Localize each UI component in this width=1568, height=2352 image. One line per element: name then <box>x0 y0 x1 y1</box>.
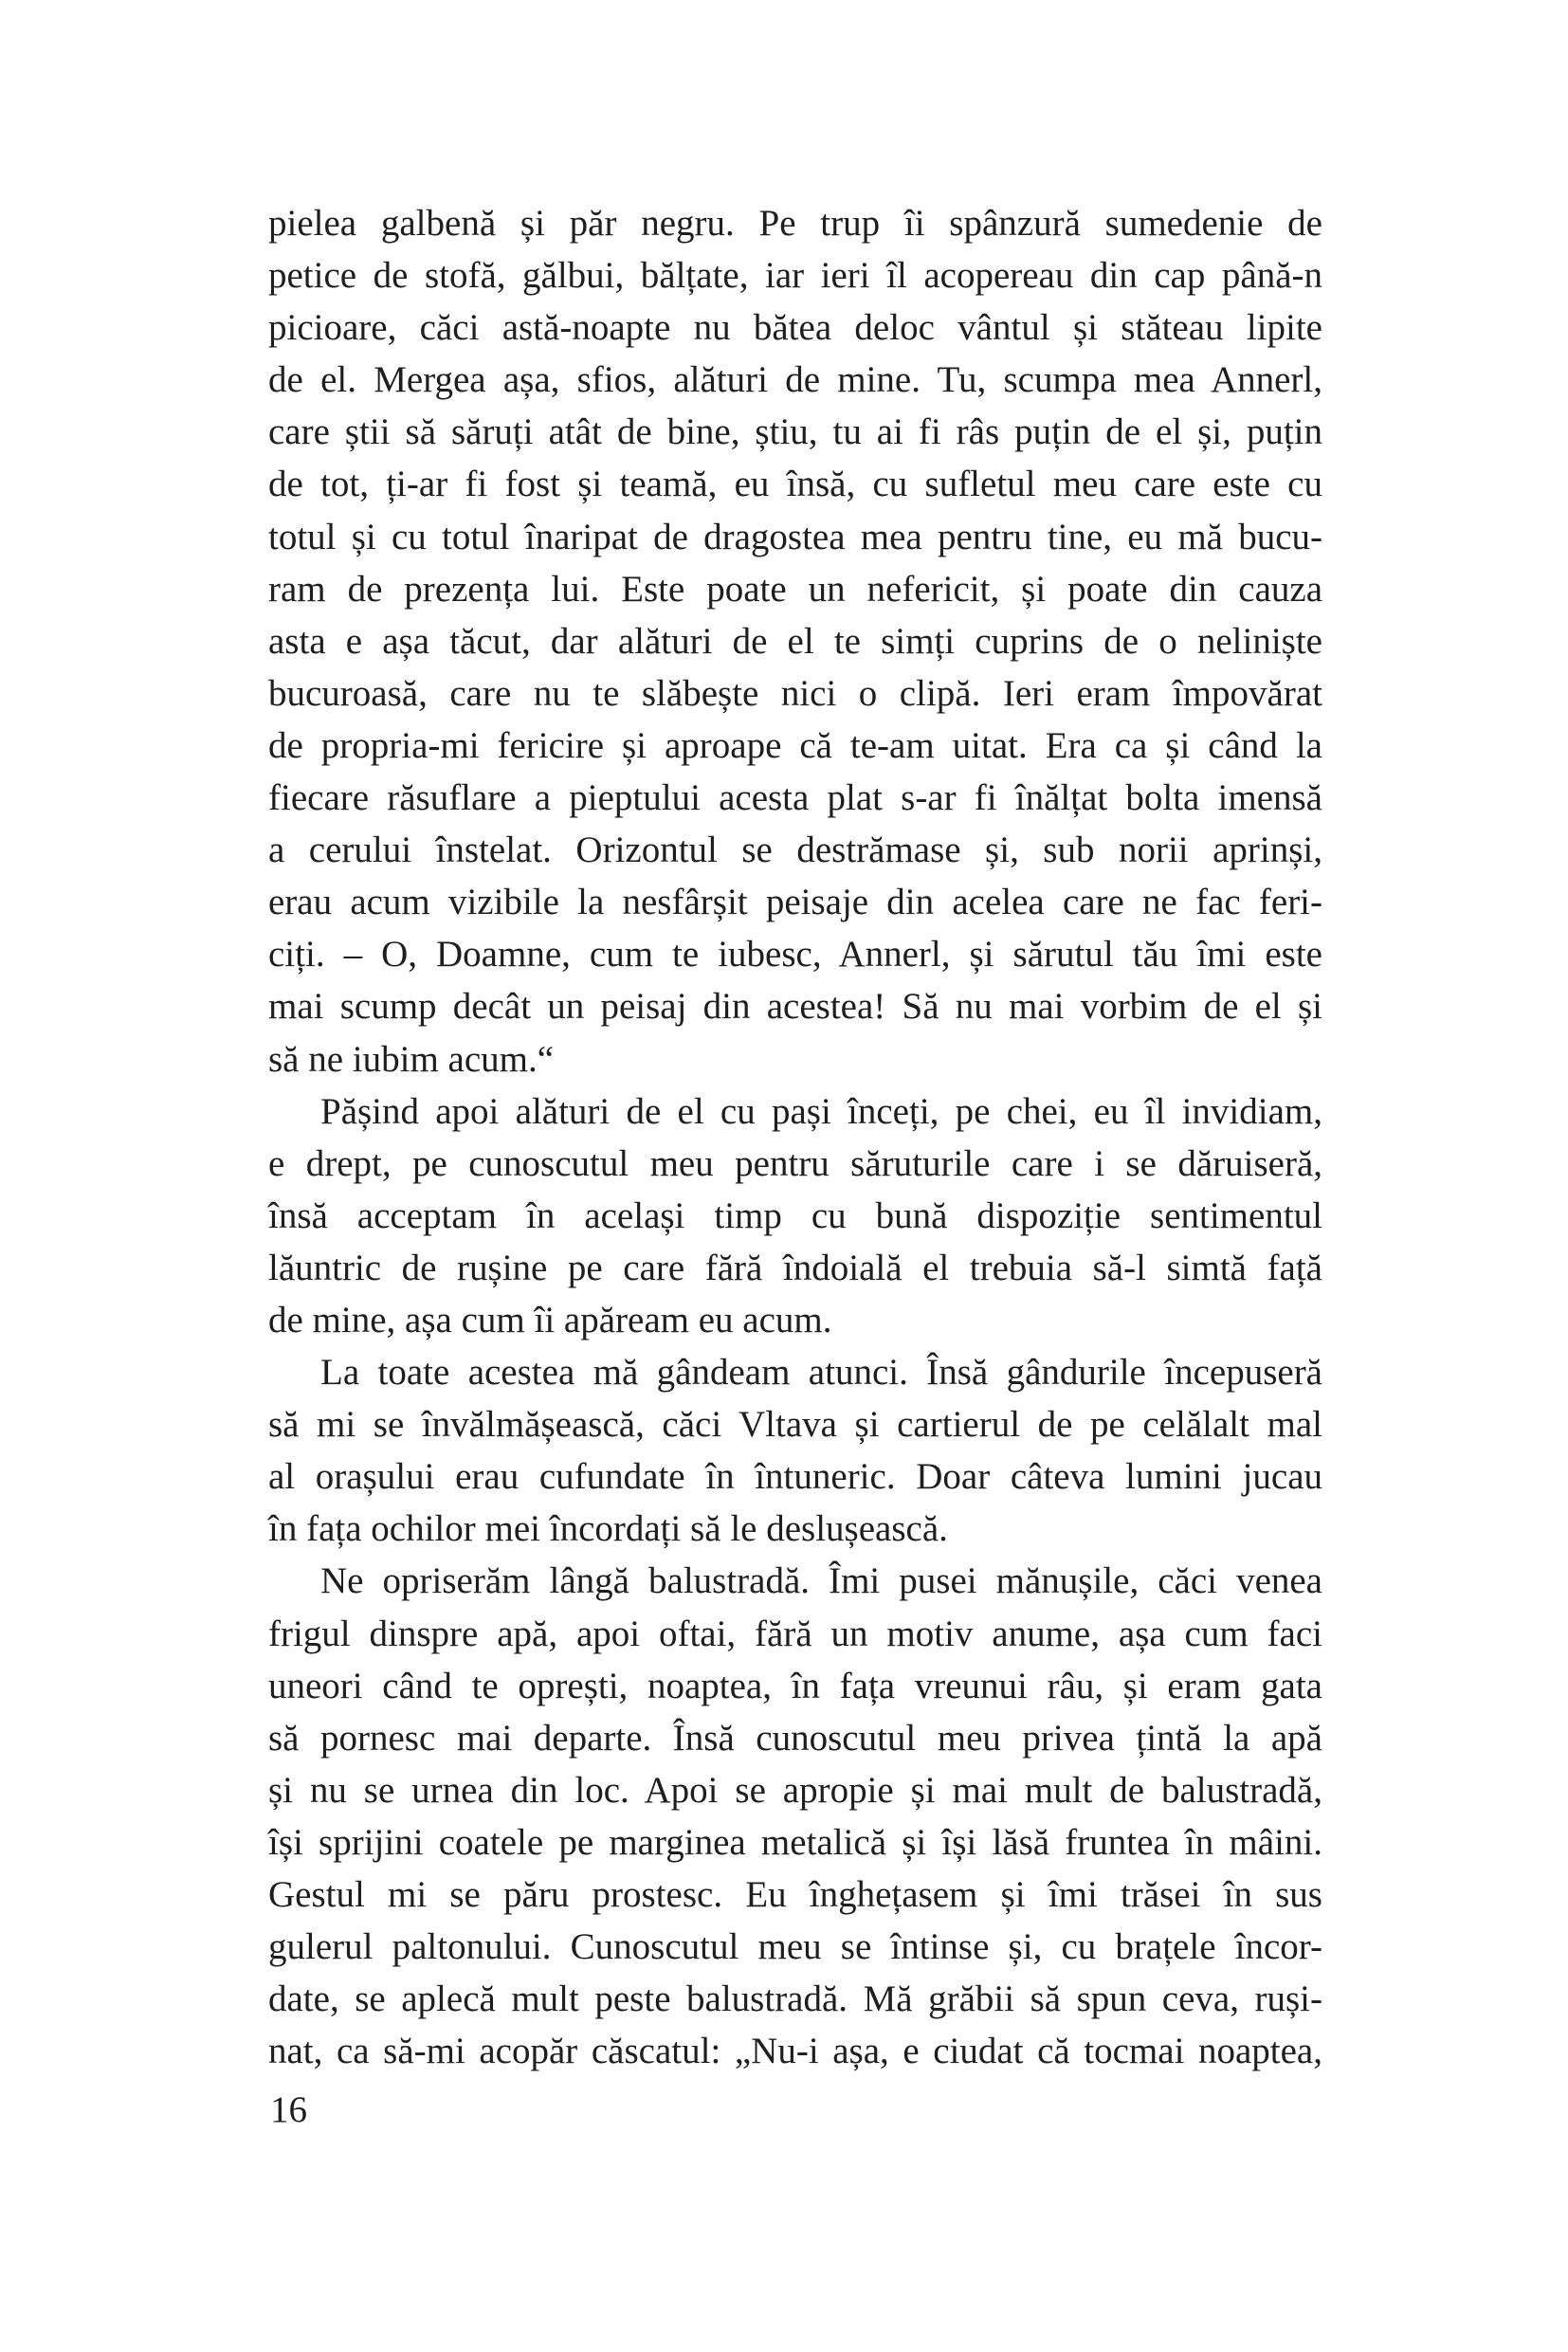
text-line: al orașului erau cufundate în întuneric. Doar câteva lumini jucau <box>268 1456 1322 1498</box>
text-line: de propria-mi fericire și aproape că te-am uitat. Era ca și când la <box>268 724 1322 766</box>
paragraph <box>268 1085 1322 1346</box>
text-line: de el. Mergea așa, sfios, alături de mine. Tu, scumpa mea Annerl, <box>268 359 1322 401</box>
text-line: să pornesc mai departe. Însă cunoscutul meu privea țintă la apă <box>268 1717 1322 1759</box>
text-line: La toate acestea mă gândeam atunci. Însă gândurile începuseră <box>320 1352 1322 1394</box>
text-line: pielea galbenă și păr negru. Pe trup îi spânzură sumedenie de <box>268 203 1322 244</box>
text-line: ram de prezența lui. Este poate un nefericit, și poate din cauza <box>268 568 1322 610</box>
text-line: de tot, ți-ar fi fost și teamă, eu însă, cu sufletul meu care este cu <box>268 464 1322 505</box>
text-line: date, se aplecă mult peste balustradă. Mă grăbii să spun ceva, ruși- <box>268 1978 1322 2020</box>
text-line: și nu se urnea din loc. Apoi se apropie și mai mult de balustradă, <box>268 1769 1322 1811</box>
text-line: asta e așa tăcut, dar alături de el te simți cuprins de o neliniște <box>268 620 1322 662</box>
paragraph <box>268 197 1322 1085</box>
text-line: nat, ca să-mi acopăr căscatul: „Nu-i așa, e ciudat că tocmai noaptea, <box>268 2031 1322 2072</box>
text-line: însă acceptam în același timp cu bună dispoziție sentimentul <box>268 1194 1322 1236</box>
text-line: bucuroasă, care nu te slăbește nici o clipă. Ieri eram împovărat <box>268 672 1322 714</box>
text-line: în fața ochilor mei încordați să le deslușească. <box>268 1508 948 1550</box>
text-line: Gestul mi se păru prostesc. Eu înghețasem și îmi trăsei în sus <box>268 1874 1322 1915</box>
paragraph <box>268 1346 1322 1555</box>
text-line: își sprijini coatele pe marginea metalică și își lăsă fruntea în mâini. <box>268 1821 1322 1863</box>
text-line: totul și cu totul înaripat de dragostea mea pentru tine, eu mă bucu- <box>268 516 1322 557</box>
text-line: care știi să săruți atât de bine, știu, tu ai fi râs puțin de el și, puțin <box>268 411 1322 453</box>
paragraph <box>268 1555 1322 2077</box>
text-line: a cerului înstelat. Orizontul se destrămase și, sub norii aprinși, <box>268 830 1322 871</box>
text-line: fiecare răsuflare a pieptului acesta plat s-ar fi înălțat bolta imensă <box>268 777 1322 819</box>
text-line: să mi se învălmășească, căci Vltava și cartierul de pe celălalt mal <box>268 1404 1322 1446</box>
text-line: de mine, așa cum îi apăream eu acum. <box>268 1299 832 1340</box>
body-text <box>268 197 1322 2077</box>
text-line: frigul dinspre apă, apoi oftai, fără un motiv anume, așa cum faci <box>268 1613 1322 1654</box>
text-line: e drept, pe cunoscutul meu pentru săruturile care i se dăruiseră, <box>268 1142 1322 1184</box>
text-line: Ne opriserăm lângă balustradă. Îmi pusei mănușile, căci venea <box>320 1560 1322 1602</box>
text-line: lăuntric de rușine pe care fără îndoială el trebuia să-l simtă față <box>268 1247 1322 1288</box>
text-line: picioare, căci astă-noapte nu bătea deloc vântul și stăteau lipite <box>268 307 1322 349</box>
text-line: mai scump decât un peisaj din acestea! Să nu mai vorbim de el și <box>268 986 1322 1028</box>
text-line: gulerul paltonului. Cunoscutul meu se întinse și, cu brațele încor- <box>268 1926 1322 1968</box>
text-line: erau acum vizibile la nesfârșit peisaje din acelea care ne fac feri- <box>268 882 1322 923</box>
text-line: Pășind apoi alături de el cu pași înceți, pe chei, eu îl invidiam, <box>320 1090 1322 1132</box>
text-line: să ne iubim acum.“ <box>268 1038 555 1080</box>
text-line: petice de stofă, gălbui, bălțate, iar ieri îl acopereau din cap până-n <box>268 255 1322 297</box>
text-line: ciți. – O, Doamne, cum te iubesc, Annerl, și sărutul tău îmi este <box>268 934 1322 975</box>
page-number: 16 <box>270 2089 307 2130</box>
text-line: uneori când te oprești, noaptea, în fața vreunui râu, și eram gata <box>268 1665 1322 1706</box>
